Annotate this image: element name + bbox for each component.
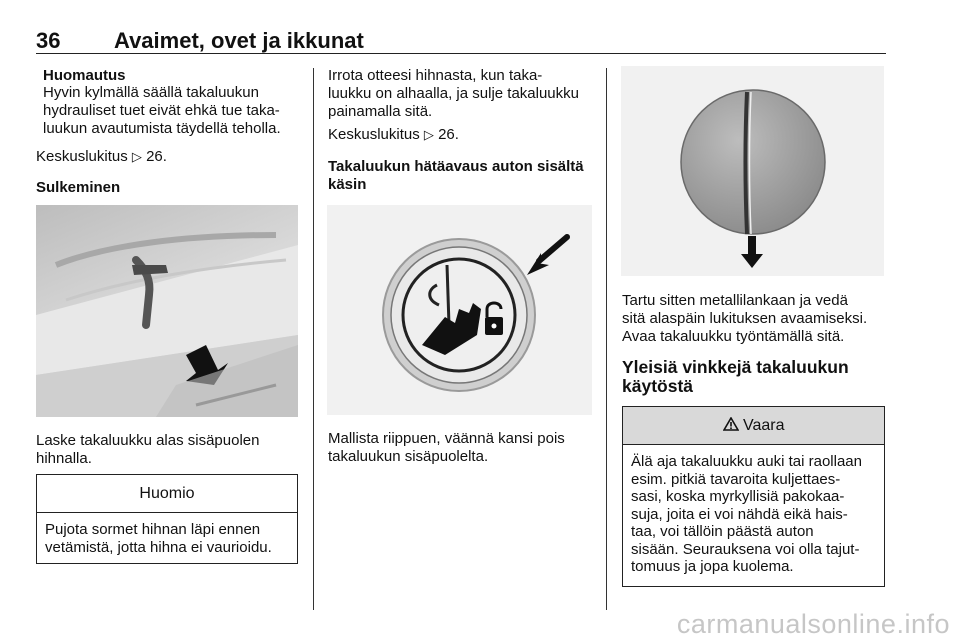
warning-triangle-icon [723, 417, 739, 431]
text-line: luukku on alhaalla, ja sulje takaluukku [328, 85, 579, 102]
warning-line: taa, voi tällöin päästä auton [631, 523, 814, 540]
warning-line: tomuus ja jopa kuolema. [631, 558, 794, 575]
emergency-release-cover-image [327, 205, 592, 415]
reference-page: 26. [146, 148, 167, 165]
warning-box [622, 406, 885, 587]
emergency-heading: Takaluukun hätäavaus auton sisältä [328, 158, 584, 175]
cross-reference[interactable] [328, 126, 459, 143]
closing-heading: Sulkeminen [36, 179, 121, 196]
note-line: hydrauliset tuet eivät ehkä tue taka- [43, 102, 280, 119]
notice-box [36, 474, 298, 564]
caption-line: hihnalla. [36, 450, 92, 467]
emergency-heading: käsin [328, 176, 367, 193]
notice-line: vetämistä, jotta hihna ei vaurioidu. [45, 538, 272, 556]
note-title: Huomautus [43, 67, 126, 84]
note-line: Hyvin kylmällä säällä takaluukun [43, 84, 259, 101]
warning-header [623, 407, 884, 445]
text-line: Avaa takaluukku työntämällä sitä. [622, 328, 845, 345]
warning-line: sasi, koska myrkyllisiä pakokaa- [631, 488, 845, 505]
warning-line: suja, joita ei voi nähdä eikä hais- [631, 505, 848, 523]
text-line: painamalla sitä. [328, 103, 433, 120]
caption-line: Laske takaluukku alas sisäpuolen [36, 432, 260, 449]
tips-heading: Yleisiä vinkkejä takaluukun [622, 357, 849, 377]
warning-line: Älä aja takaluukku auki tai raollaan [631, 453, 862, 470]
warning-title: Vaara [742, 417, 785, 434]
watermark: carmanualsonline.info [676, 609, 950, 639]
reference-text: Keskuslukitus [328, 126, 420, 143]
cross-reference[interactable] [36, 148, 167, 165]
text-line: Irrota otteesi hihnasta, kun taka- [328, 67, 543, 84]
warning-line: sisään. Seurauksena voi olla tajut- [631, 540, 860, 558]
column-divider-2 [606, 68, 607, 610]
notice-title: Huomio [37, 475, 297, 513]
reference-page: 26. [438, 126, 459, 143]
text-line: sitä alaspäin lukituksen avaamiseksi. [622, 310, 868, 327]
page-arrow-icon: ▷ [423, 127, 434, 142]
tips-heading: käytöstä [622, 376, 694, 396]
page-header [36, 28, 886, 54]
tailgate-strap-image [36, 205, 298, 417]
release-slot-image [621, 66, 884, 276]
caption-line: Mallista riippuen, väännä kansi pois [328, 430, 565, 447]
caption-line: takaluukun sisäpuolelta. [328, 448, 489, 465]
text-line: Tartu sitten metallilankaan ja vedä [622, 292, 848, 309]
page-arrow-icon: ▷ [131, 149, 142, 164]
notice-line: Pujota sormet hihnan läpi ennen [45, 521, 261, 538]
page-title: Avaimet, ovet ja ikkunat [114, 28, 364, 53]
page-number: 36 [36, 28, 61, 53]
note-line: luukun avautumista täydellä teholla. [43, 120, 281, 137]
column-divider-1 [313, 68, 314, 610]
warning-line: esim. pitkiä tavaroita kuljettaes- [631, 470, 841, 488]
reference-text: Keskuslukitus [36, 148, 128, 165]
